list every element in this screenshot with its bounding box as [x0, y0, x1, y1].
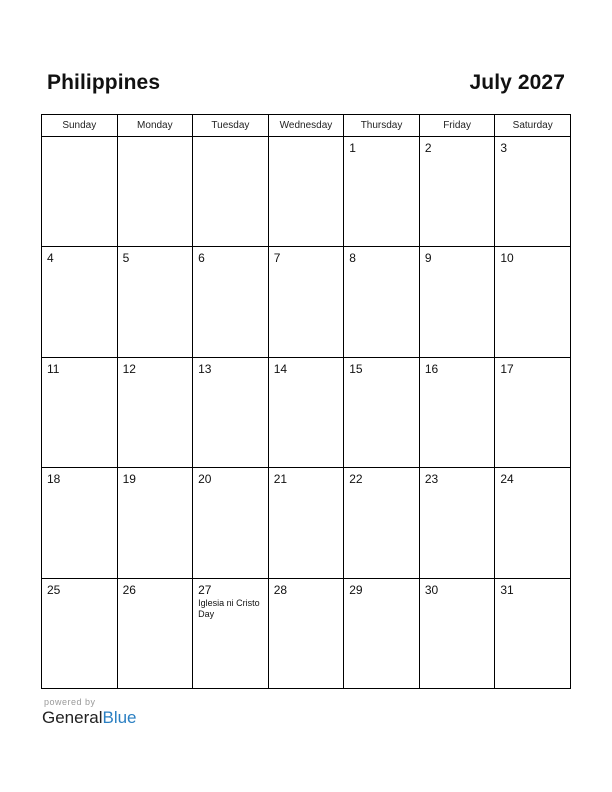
day-number: 13 — [198, 361, 212, 376]
day-cell — [419, 247, 495, 357]
day-number: 25 — [47, 582, 61, 597]
day-number: 18 — [47, 472, 61, 487]
day-cell — [117, 578, 193, 688]
day-cell — [344, 247, 420, 357]
calendar-header — [47, 71, 565, 99]
day-number: 1 — [349, 141, 356, 155]
day-number: 29 — [349, 582, 363, 597]
weekday-wednesday: Wednesday — [268, 115, 344, 137]
day-cell — [268, 247, 344, 357]
powered-by-label: powered by — [44, 697, 96, 707]
week-row — [42, 357, 571, 467]
day-cell — [42, 357, 118, 467]
day-cell — [268, 468, 344, 578]
weekday-tuesday: Tuesday — [193, 115, 269, 137]
brand-blue-text: Blue — [102, 708, 137, 727]
calendar-grid — [41, 114, 571, 689]
weekday-friday: Friday — [419, 115, 495, 137]
weekday-sunday: Sunday — [42, 115, 118, 137]
weekday-saturday: Saturday — [495, 115, 571, 137]
day-cell — [193, 578, 269, 688]
country-title: Philippines — [47, 71, 161, 94]
day-cell — [268, 578, 344, 688]
day-cell — [419, 468, 495, 578]
day-number: 9 — [424, 251, 432, 266]
day-number: 26 — [122, 582, 136, 597]
day-cell — [117, 357, 193, 467]
day-number: 6 — [198, 251, 205, 266]
day-number: 28 — [273, 582, 288, 597]
day-number: 3 — [500, 141, 508, 155]
day-cell — [419, 137, 495, 247]
day-number: 12 — [122, 361, 136, 376]
day-cell — [419, 578, 495, 688]
day-cell — [42, 578, 118, 688]
day-cell — [117, 137, 193, 247]
week-row — [42, 578, 571, 688]
day-number: 24 — [500, 472, 514, 487]
day-number: 15 — [349, 361, 363, 376]
day-number: 8 — [349, 251, 356, 266]
weekday-thursday: Thursday — [344, 115, 420, 137]
day-cell — [419, 357, 495, 467]
day-cell — [42, 137, 118, 247]
day-cell — [193, 468, 269, 578]
holiday-label: Iglesia ni Cristo Day — [198, 597, 260, 619]
day-number: 5 — [122, 251, 130, 266]
day-cell — [193, 357, 269, 467]
week-row — [42, 468, 571, 578]
day-number: 10 — [500, 251, 514, 266]
day-number: 27 — [198, 582, 212, 597]
brand-logo[interactable] — [42, 708, 137, 728]
day-cell — [495, 578, 571, 688]
day-cell — [42, 468, 118, 578]
day-cell — [344, 357, 420, 467]
day-number: 2 — [424, 141, 432, 155]
day-cell — [344, 578, 420, 688]
day-cell — [344, 468, 420, 578]
day-cell — [193, 247, 269, 357]
weekday-header-row — [42, 115, 571, 137]
day-number — [42, 137, 117, 141]
day-number: 4 — [47, 251, 54, 266]
day-number — [193, 137, 268, 141]
day-number: 30 — [424, 582, 439, 597]
day-number — [269, 137, 344, 141]
day-number — [118, 137, 193, 141]
day-cell — [193, 137, 269, 247]
day-cell — [495, 247, 571, 357]
weekday-monday: Monday — [117, 115, 193, 137]
day-cell — [344, 137, 420, 247]
day-cell — [268, 357, 344, 467]
day-cell — [495, 468, 571, 578]
day-cell — [117, 247, 193, 357]
footer-branding — [42, 697, 137, 728]
week-row — [42, 247, 571, 357]
month-title: July 2027 — [469, 71, 565, 94]
day-number: 7 — [273, 251, 281, 266]
day-number: 16 — [424, 361, 439, 376]
day-number: 21 — [273, 472, 288, 487]
day-number: 11 — [47, 361, 60, 376]
week-row — [42, 137, 571, 247]
brand-general-text: General — [42, 708, 103, 727]
day-cell — [495, 137, 571, 247]
day-cell — [42, 247, 118, 357]
day-cell — [495, 357, 571, 467]
day-number: 23 — [424, 472, 439, 487]
day-number: 14 — [273, 361, 288, 376]
day-cell — [268, 137, 344, 247]
day-number: 31 — [500, 582, 514, 597]
day-number: 22 — [349, 472, 363, 487]
day-cell — [117, 468, 193, 578]
day-number: 20 — [198, 472, 212, 487]
day-number: 19 — [122, 472, 136, 487]
day-number: 17 — [500, 361, 514, 376]
